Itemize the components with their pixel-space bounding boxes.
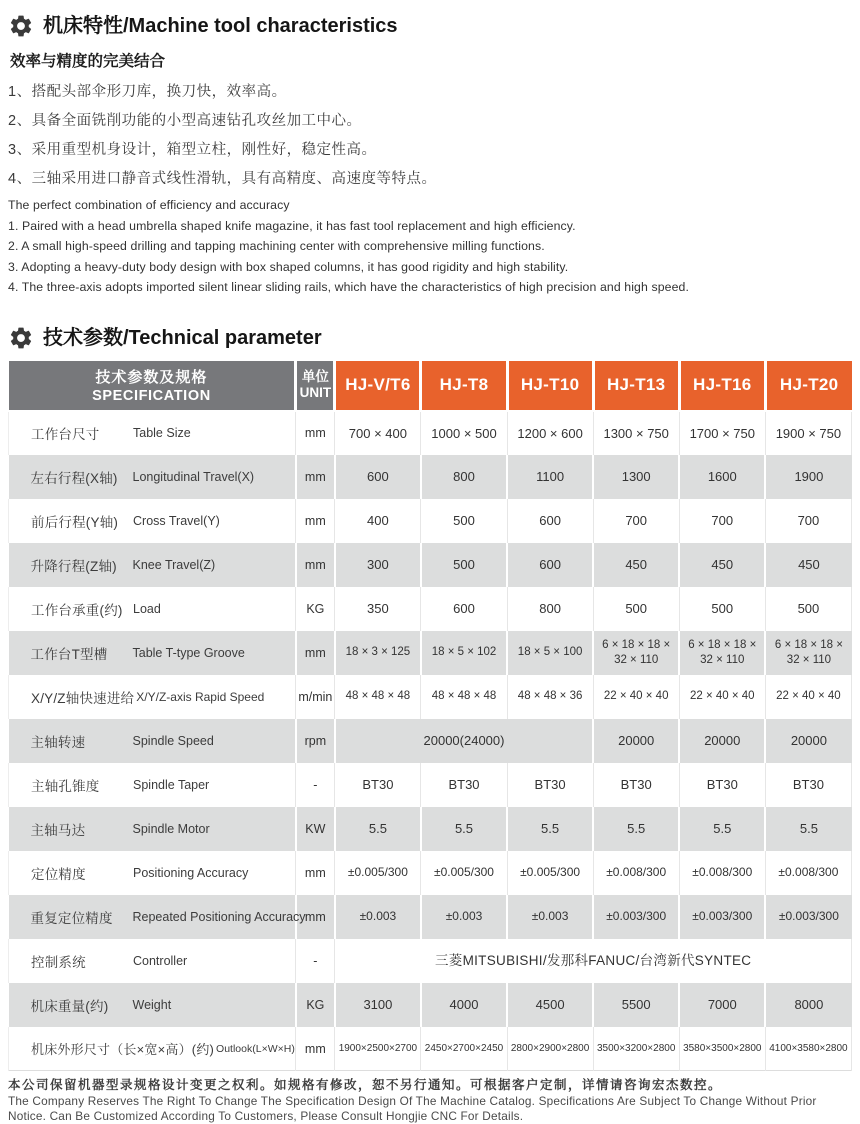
- parameter-label-cn: 前后行程(Y轴): [31, 514, 119, 530]
- value-cell: 400: [335, 499, 421, 543]
- value-cell: 4500: [507, 983, 593, 1027]
- en-list-item: 1. Paired with a head umbrella shaped knife magazine, it has fast tool replacement and high efficiency.: [8, 218, 576, 233]
- footer-note: [8, 1077, 852, 1123]
- parameter-label-en: Knee Travel(Z): [132, 557, 216, 572]
- unit-cell: mm: [296, 1027, 335, 1071]
- value-cell: BT30: [765, 763, 851, 807]
- value-cell: 6 × 18 × 18 × 32 × 110: [765, 631, 851, 675]
- header-spec-en: SPECIFICATION: [92, 388, 211, 405]
- table-row: [9, 543, 852, 587]
- value-cell: 20000(24000): [335, 719, 593, 763]
- parameter-cell: [9, 939, 296, 983]
- parameter-label-en: Controller: [133, 953, 188, 968]
- header-specification: [9, 361, 296, 411]
- table-row: [9, 939, 852, 983]
- value-cell: 1900 × 750: [765, 411, 851, 455]
- parameter-label-en: Cross Travel(Y): [133, 513, 220, 528]
- spec-table: [8, 361, 852, 1072]
- value-cell: 600: [335, 455, 421, 499]
- value-cell: 3580×3500×2800: [679, 1027, 765, 1071]
- parameter-label-en: Spindle Speed: [132, 733, 214, 748]
- parameter-label-en: Load: [133, 601, 161, 616]
- parameter-cell: [9, 763, 296, 807]
- parameter-label-cn: 定位精度: [31, 866, 86, 882]
- value-cell: 22 × 40 × 40: [593, 675, 679, 719]
- value-cell: 700: [679, 499, 765, 543]
- table-row: [9, 807, 852, 851]
- spec-table-body: [9, 411, 852, 1071]
- value-cell: 500: [421, 499, 507, 543]
- characteristics-subtitle: 效率与精度的完美结合: [10, 53, 166, 70]
- unit-cell: mm: [296, 455, 335, 499]
- header-model: HJ-T16: [679, 361, 765, 411]
- en-list-item: 2. A small high-speed drilling and tapping machining center with comprehensive milling functions.: [8, 239, 545, 254]
- characteristics-en-list: [8, 195, 852, 298]
- value-cell: 3100: [335, 983, 421, 1027]
- parameter-label-cn: 工作台承重(约): [31, 602, 123, 618]
- table-row: [9, 719, 852, 763]
- table-row: [9, 675, 852, 719]
- value-cell: 5.5: [765, 807, 851, 851]
- value-cell: 500: [679, 587, 765, 631]
- table-row: [9, 895, 852, 939]
- parameters-heading: 技术参数/Technical parameter: [43, 326, 322, 349]
- en-intro: The perfect combination of efficiency and accuracy: [8, 198, 290, 212]
- value-cell: ±0.003/300: [593, 895, 679, 939]
- value-cell: 20000: [593, 719, 679, 763]
- characteristics-title-row: [8, 13, 852, 39]
- footer-note-en: The Company Reserves The Right To Change The Specification Design Of The Machine Catalog. Specifications Are Subject To Change Without Prior Notice. Can Be Customized According To Customers, Please Consult Hongjie CNC For Details.: [8, 1094, 817, 1124]
- unit-cell: mm: [296, 411, 335, 455]
- gear-icon: [8, 325, 34, 351]
- value-cell: 600: [421, 587, 507, 631]
- characteristics-heading: 机床特性/Machine tool characteristics: [43, 15, 398, 37]
- parameter-label-cn: 重复定位精度: [30, 910, 113, 926]
- value-cell: 5.5: [679, 807, 765, 851]
- value-cell: 1300: [593, 455, 679, 499]
- value-cell: 1200 × 600: [507, 411, 593, 455]
- cn-list-item: 3、采用重型机身设计，箱型立柱，刚性好，稳定性高。: [8, 142, 377, 158]
- spec-table-header-row: [9, 361, 852, 411]
- unit-cell: m/min: [296, 675, 335, 719]
- value-cell: ±0.003: [421, 895, 507, 939]
- value-cell: 1000 × 500: [421, 411, 507, 455]
- value-cell: 6 × 18 × 18 × 32 × 110: [593, 631, 679, 675]
- value-cell: 5.5: [421, 807, 507, 851]
- value-cell: 300: [335, 543, 421, 587]
- en-list-item: 3. Adopting a heavy-duty body design with box shaped columns, it has good rigidity and high stability.: [8, 259, 569, 274]
- header-model: HJ-T8: [421, 361, 507, 411]
- header-unit-en: UNIT: [299, 385, 332, 401]
- table-row: [9, 587, 852, 631]
- parameter-label-en: Table Size: [133, 426, 191, 441]
- unit-cell: -: [296, 939, 335, 983]
- parameter-label-en: Repeated Positioning Accuracy: [132, 909, 306, 924]
- value-cell: 20000: [679, 719, 765, 763]
- unit-cell: mm: [296, 631, 335, 675]
- unit-cell: -: [296, 763, 335, 807]
- unit-cell: KW: [296, 807, 335, 851]
- table-row: [9, 499, 852, 543]
- unit-cell: mm: [296, 851, 335, 895]
- parameter-label-en: Spindle Motor: [132, 821, 210, 836]
- value-cell: 18 × 5 × 102: [421, 631, 507, 675]
- value-cell: 48 × 48 × 48: [421, 675, 507, 719]
- parameter-label-cn: 控制系统: [31, 954, 86, 970]
- value-cell: ±0.008/300: [679, 851, 765, 895]
- value-cell: 48 × 48 × 36: [507, 675, 593, 719]
- value-cell: 700 × 400: [335, 411, 421, 455]
- value-cell: ±0.005/300: [507, 851, 593, 895]
- en-list-item: 4. The three-axis adopts imported silent linear sliding rails, which have the characteristics of high precision and high speed.: [8, 280, 689, 295]
- value-cell: 800: [507, 587, 593, 631]
- parameter-cell: [9, 719, 296, 763]
- value-cell: 1700 × 750: [679, 411, 765, 455]
- parameter-label-en: Positioning Accuracy: [133, 865, 249, 880]
- parameter-cell: [9, 499, 296, 543]
- gear-icon: [8, 13, 34, 39]
- value-cell: 5.5: [507, 807, 593, 851]
- header-spec-cn: 技术参数及规格: [95, 369, 208, 387]
- value-cell: ±0.008/300: [765, 851, 851, 895]
- unit-cell: KG: [296, 983, 335, 1027]
- value-cell: 1100: [507, 455, 593, 499]
- value-cell: 4100×3580×2800: [765, 1027, 851, 1071]
- table-row: [9, 455, 852, 499]
- value-cell: ±0.003/300: [765, 895, 851, 939]
- parameter-label-en: Outlook(L×W×H): [216, 1042, 295, 1055]
- parameter-cell: [9, 807, 296, 851]
- table-row: [9, 631, 852, 675]
- value-cell: 350: [335, 587, 421, 631]
- value-cell: BT30: [593, 763, 679, 807]
- cn-list-item: 2、具备全面铣削功能的小型高速钻孔攻丝加工中心。: [8, 113, 362, 129]
- value-cell: ±0.003: [335, 895, 421, 939]
- parameters-title-row: [8, 325, 852, 351]
- parameter-label-en: X/Y/Z-axis Rapid Speed: [136, 689, 265, 704]
- value-cell: 700: [593, 499, 679, 543]
- value-cell: 1900: [765, 455, 851, 499]
- parameter-label-cn: 主轴马达: [30, 822, 86, 838]
- table-row: [9, 983, 852, 1027]
- cn-list-item: 4、三轴采用进口静音式线性滑轨，具有高精度、高速度等特点。: [8, 171, 437, 187]
- parameter-label-cn: 主轴孔锥度: [31, 778, 100, 794]
- characteristics-section: [8, 13, 852, 298]
- parameter-label-cn: 工作台尺寸: [31, 427, 100, 443]
- parameter-label-en: Weight: [132, 997, 172, 1012]
- parameter-label-en: Table T-type Groove: [132, 645, 245, 660]
- header-model: HJ-T13: [593, 361, 679, 411]
- value-cell: 18 × 3 × 125: [335, 631, 421, 675]
- header-model: HJ-T20: [765, 361, 851, 411]
- unit-cell: mm: [296, 499, 335, 543]
- value-cell: ±0.003: [507, 895, 593, 939]
- header-unit-cn: 单位: [301, 369, 329, 385]
- table-row: [9, 411, 852, 455]
- value-cell: 5500: [593, 983, 679, 1027]
- parameter-cell: [9, 983, 296, 1027]
- value-cell: 4000: [421, 983, 507, 1027]
- value-cell: 1300 × 750: [593, 411, 679, 455]
- unit-cell: KG: [296, 587, 335, 631]
- parameter-cell: [9, 1027, 296, 1071]
- parameter-label-en: Spindle Taper: [133, 777, 210, 792]
- characteristics-cn-list: [8, 78, 852, 194]
- value-cell: 800: [421, 455, 507, 499]
- value-cell: 450: [765, 543, 851, 587]
- value-cell: BT30: [335, 763, 421, 807]
- value-cell: 450: [593, 543, 679, 587]
- value-cell: 22 × 40 × 40: [679, 675, 765, 719]
- value-cell: 48 × 48 × 48: [335, 675, 421, 719]
- value-cell: 500: [421, 543, 507, 587]
- value-cell: BT30: [421, 763, 507, 807]
- parameter-cell: [9, 851, 296, 895]
- value-cell: 22 × 40 × 40: [765, 675, 851, 719]
- header-model: HJ-T10: [507, 361, 593, 411]
- parameter-label-cn: 工作台T型槽: [30, 646, 108, 662]
- value-cell: ±0.008/300: [593, 851, 679, 895]
- value-cell: 1900×2500×2700: [335, 1027, 421, 1071]
- value-cell: 7000: [679, 983, 765, 1027]
- value-cell: 1600: [679, 455, 765, 499]
- value-cell: 18 × 5 × 100: [507, 631, 593, 675]
- cn-list-item: 1、搭配头部伞形刀库，换刀快，效率高。: [8, 84, 287, 100]
- footer-note-cn: 本公司保留机器型录规格设计变更之权利。如规格有修改，恕不另行通知。可根据客户定制，详情请咨询宏杰数控。: [8, 1078, 723, 1093]
- value-cell: 8000: [765, 983, 851, 1027]
- value-cell: 2450×2700×2450: [421, 1027, 507, 1071]
- parameter-label-cn: 主轴转速: [30, 734, 86, 750]
- parameter-cell: [9, 411, 296, 455]
- parameter-label-cn: X/Y/Z轴快速进给: [31, 690, 135, 706]
- value-cell: 500: [593, 587, 679, 631]
- header-unit: [296, 361, 335, 411]
- parameters-section: [8, 325, 852, 1072]
- value-cell: 600: [507, 499, 593, 543]
- value-cell: 700: [765, 499, 851, 543]
- value-cell: 600: [507, 543, 593, 587]
- value-cell: BT30: [507, 763, 593, 807]
- unit-cell: rpm: [296, 719, 335, 763]
- value-cell: 三菱MITSUBISHI/发那科FANUC/台湾新代SYNTEC: [335, 939, 852, 983]
- value-cell: 500: [765, 587, 851, 631]
- table-row: [9, 1027, 852, 1071]
- parameter-label-cn: 机床重量(约): [30, 998, 109, 1014]
- value-cell: ±0.005/300: [335, 851, 421, 895]
- value-cell: 6 × 18 × 18 × 32 × 110: [679, 631, 765, 675]
- parameter-cell: [9, 455, 296, 499]
- parameter-label-en: Longitudinal Travel(X): [132, 469, 255, 484]
- parameter-label-cn: 机床外形尺寸（长×宽×高）(约): [31, 1042, 215, 1058]
- value-cell: 3500×3200×2800: [593, 1027, 679, 1071]
- header-model: HJ-V/T6: [335, 361, 421, 411]
- value-cell: ±0.005/300: [421, 851, 507, 895]
- unit-cell: mm: [296, 895, 335, 939]
- unit-cell: mm: [296, 543, 335, 587]
- value-cell: 5.5: [335, 807, 421, 851]
- value-cell: BT30: [679, 763, 765, 807]
- parameter-cell: [9, 675, 296, 719]
- value-cell: 2800×2900×2800: [507, 1027, 593, 1071]
- parameter-cell: [9, 631, 296, 675]
- value-cell: ±0.003/300: [679, 895, 765, 939]
- parameter-cell: [9, 895, 306, 939]
- table-row: [9, 763, 852, 807]
- table-row: [9, 851, 852, 895]
- value-cell: 450: [679, 543, 765, 587]
- parameter-label-cn: 升降行程(Z轴): [30, 558, 117, 574]
- value-cell: 20000: [765, 719, 851, 763]
- parameter-cell: [9, 587, 296, 631]
- parameter-label-cn: 左右行程(X轴): [30, 470, 118, 486]
- value-cell: 5.5: [593, 807, 679, 851]
- parameter-cell: [9, 543, 296, 587]
